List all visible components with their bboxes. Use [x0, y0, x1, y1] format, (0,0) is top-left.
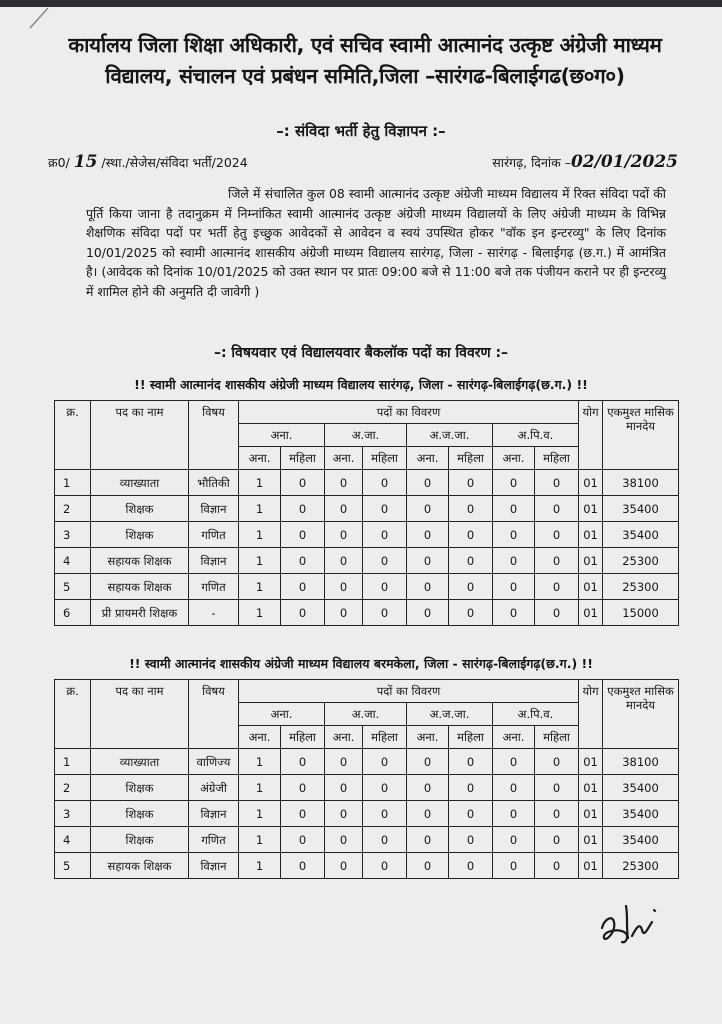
female-header: महिला	[535, 726, 579, 749]
col-details-header: पदों का विवरण	[239, 680, 579, 703]
cell-post: सहायक शिक्षक	[91, 853, 189, 879]
cell-subject: भौतिकी	[189, 470, 239, 496]
table-row	[55, 574, 679, 600]
cell-count: 0	[493, 496, 535, 522]
posts-table-2	[54, 679, 679, 879]
cell-count: 1	[239, 775, 281, 801]
cell-subject: विज्ञान	[189, 496, 239, 522]
table-row	[55, 548, 679, 574]
cell-count: 0	[535, 470, 579, 496]
signature	[596, 898, 666, 950]
cell-count: 0	[281, 522, 325, 548]
cell-total: 01	[579, 775, 603, 801]
cell-count: 0	[325, 522, 363, 548]
cell-count: 0	[325, 749, 363, 775]
table-row	[55, 600, 679, 626]
cell-count: 0	[407, 574, 449, 600]
cell-total: 01	[579, 827, 603, 853]
general-header: अना.	[239, 726, 281, 749]
reference-prefix: क्र0/	[48, 155, 70, 170]
cell-count: 0	[449, 827, 493, 853]
group-header: अना.	[239, 703, 325, 726]
cell-total: 01	[579, 522, 603, 548]
table-row	[55, 775, 679, 801]
cell-count: 0	[535, 749, 579, 775]
cell-count: 0	[325, 801, 363, 827]
header-row	[55, 680, 679, 703]
cell-post: शिक्षक	[91, 775, 189, 801]
cell-post: सहायक शिक्षक	[91, 548, 189, 574]
cell-count: 0	[407, 522, 449, 548]
cell-count: 0	[449, 749, 493, 775]
cell-salary: 25300	[603, 548, 679, 574]
female-header: महिला	[281, 447, 325, 470]
handwritten-date: 02/01/2025	[570, 152, 678, 172]
cell-count: 0	[493, 548, 535, 574]
cell-count: 0	[363, 827, 407, 853]
cell-count: 1	[239, 827, 281, 853]
cell-post: शिक्षक	[91, 827, 189, 853]
cell-count: 0	[535, 522, 579, 548]
cell-count: 0	[407, 470, 449, 496]
cell-count: 0	[449, 801, 493, 827]
cell-count: 0	[535, 600, 579, 626]
cell-count: 1	[239, 600, 281, 626]
cell-count: 0	[325, 853, 363, 879]
cell-count: 0	[493, 775, 535, 801]
cell-count: 0	[281, 801, 325, 827]
col-subject-header: विषय	[189, 401, 239, 470]
group-header: अ.ज.जा.	[407, 424, 493, 447]
cell-count: 0	[535, 801, 579, 827]
table-row	[55, 496, 679, 522]
cell-count: 0	[281, 548, 325, 574]
cell-count: 0	[449, 853, 493, 879]
cell-count: 0	[407, 548, 449, 574]
place-date-label: सारंगढ़, दिनांक –	[492, 155, 571, 170]
cell-salary: 38100	[603, 470, 679, 496]
cell-count: 0	[281, 470, 325, 496]
cell-count: 0	[535, 827, 579, 853]
cell-subject: विज्ञान	[189, 801, 239, 827]
cell-count: 0	[325, 600, 363, 626]
cell-subject: वाणिज्य	[189, 749, 239, 775]
cell-sno: 2	[55, 496, 91, 522]
cell-sno: 1	[55, 749, 91, 775]
cell-count: 0	[363, 600, 407, 626]
cell-count: 0	[535, 548, 579, 574]
cell-count: 0	[281, 775, 325, 801]
cell-count: 0	[281, 574, 325, 600]
cell-total: 01	[579, 574, 603, 600]
cell-count: 0	[493, 470, 535, 496]
cell-post: शिक्षक	[91, 801, 189, 827]
reference-handwritten-number: 15	[73, 152, 98, 172]
office-header	[30, 30, 700, 92]
cell-total: 01	[579, 853, 603, 879]
cell-count: 0	[363, 775, 407, 801]
body-paragraph: जिले में संचालित कुल 08 स्वामी आत्मानंद उत्कृष्ट अंग्रेजी माध्यम विद्यालय में रिक्त संविदा पदों की पूर्ति किया जाना है तदानुक्रम में निम्नांकित स्वामी आत्मानंद उत्कृष्ट अंग्रेजी माध्यम विद्यालयों के लिए अंग्रेजी माध्यम के विभिन्न शैक्षणिक संविदा पदों पर भर्ती हेतु इच्छुक आवेदकों से आवेदन व स्वयं उपस्थित होकर "वॉक इन इन्टरव्यु" के लिए दिनांक 10/01/2025 को स्वामी आत्मानंद शासकीय अंग्रेजी माध्यम विद्यालय सारंगढ़, जिला - सारंगढ़ - बिलाईगढ़ (छ.ग.) में आमंत्रित है। (आवेदक को दिनांक 10/01/2025 को उक्त स्थान पर प्रातः 09:00 बजे से 11:00 बजे तक पंजीयन कराने पर ही इन्टरव्यु में शामिल होने की अनुमति दी जावेगी )	[86, 186, 666, 299]
cell-count: 0	[325, 574, 363, 600]
group-header: अ.जा.	[325, 703, 407, 726]
posts-table-1	[54, 400, 679, 626]
cell-count: 0	[281, 827, 325, 853]
cell-count: 0	[363, 853, 407, 879]
cell-subject: गणित	[189, 574, 239, 600]
group-header: अ.ज.जा.	[407, 703, 493, 726]
table-row	[55, 470, 679, 496]
group-header: अ.पि.व.	[493, 424, 579, 447]
table-row	[55, 801, 679, 827]
cell-post: सहायक शिक्षक	[91, 574, 189, 600]
cell-count: 0	[363, 749, 407, 775]
school-title-2: !! स्वामी आत्मानंद शासकीय अंग्रेजी माध्यम विद्यालय बरमकेला, जिला - सारंगढ़-बिलाईगढ़(छ.ग.) !!	[129, 656, 593, 671]
cell-count: 0	[325, 548, 363, 574]
cell-count: 0	[493, 522, 535, 548]
col-total-header: योग	[579, 680, 603, 749]
cell-salary: 25300	[603, 853, 679, 879]
cell-count: 0	[363, 470, 407, 496]
cell-count: 0	[407, 600, 449, 626]
general-header: अना.	[325, 447, 363, 470]
cell-post: प्री प्रायमरी शिक्षक	[91, 600, 189, 626]
header-line-2: विद्यालय, संचालन एवं प्रबंधन समिति,जिला –सारंगढ-बिलाईगढ(छ०ग०)	[105, 64, 625, 88]
cell-salary: 35400	[603, 775, 679, 801]
cell-total: 01	[579, 470, 603, 496]
cell-sno: 3	[55, 801, 91, 827]
col-salary-header: एकमुश्त मासिक मानदेय	[603, 680, 679, 749]
header-row	[55, 401, 679, 424]
cell-sno: 5	[55, 853, 91, 879]
cell-count: 0	[449, 522, 493, 548]
cell-salary: 35400	[603, 522, 679, 548]
cell-count: 0	[449, 548, 493, 574]
cell-count: 0	[449, 574, 493, 600]
cell-salary: 15000	[603, 600, 679, 626]
col-sno-header: क्र.	[55, 680, 91, 749]
cell-sno: 4	[55, 827, 91, 853]
cell-subject: गणित	[189, 827, 239, 853]
cell-salary: 25300	[603, 574, 679, 600]
cell-count: 0	[363, 548, 407, 574]
table-row	[55, 853, 679, 879]
general-header: अना.	[493, 447, 535, 470]
cell-count: 1	[239, 496, 281, 522]
general-header: अना.	[325, 726, 363, 749]
cell-count: 0	[363, 496, 407, 522]
col-details-header: पदों का विवरण	[239, 401, 579, 424]
cell-count: 0	[493, 801, 535, 827]
cell-subject: -	[189, 600, 239, 626]
cell-count: 0	[363, 574, 407, 600]
col-post-header: पद का नाम	[91, 680, 189, 749]
cell-salary: 38100	[603, 749, 679, 775]
cell-count: 0	[535, 574, 579, 600]
cell-count: 0	[493, 853, 535, 879]
general-header: अना.	[407, 726, 449, 749]
top-bar	[0, 0, 722, 7]
cell-count: 0	[325, 827, 363, 853]
cell-count: 0	[407, 853, 449, 879]
table-row	[55, 827, 679, 853]
cell-count: 0	[493, 827, 535, 853]
cell-count: 1	[239, 801, 281, 827]
cell-subject: अंग्रेजी	[189, 775, 239, 801]
cell-count: 1	[239, 574, 281, 600]
cell-count: 0	[407, 749, 449, 775]
general-header: अना.	[493, 726, 535, 749]
header-line-1: कार्यालय जिला शिक्षा अधिकारी, एवं सचिव स्वामी आत्मानंद उत्कृष्ट अंग्रेजी माध्यम	[68, 33, 662, 57]
cell-count: 0	[535, 853, 579, 879]
section-title: –: विषयवार एवं विद्यालयवार बैकलॉक पदों का विवरण :–	[213, 345, 509, 361]
cell-subject: गणित	[189, 522, 239, 548]
cell-count: 1	[239, 853, 281, 879]
cell-sno: 3	[55, 522, 91, 548]
school-title-1: !! स्वामी आत्मानंद शासकीय अंग्रेजी माध्यम विद्यालय सारंगढ़, जिला - सारंगढ़-बिलाईगढ़(छ.ग.) !!	[134, 377, 588, 392]
cell-count: 0	[281, 853, 325, 879]
col-post-header: पद का नाम	[91, 401, 189, 470]
cell-count: 1	[239, 749, 281, 775]
cell-count: 0	[449, 470, 493, 496]
group-header: अना.	[239, 424, 325, 447]
cell-count: 0	[325, 496, 363, 522]
cell-count: 0	[535, 775, 579, 801]
cell-sno: 6	[55, 600, 91, 626]
col-total-header: योग	[579, 401, 603, 470]
group-header: अ.पि.व.	[493, 703, 579, 726]
advertisement-subject: –: संविदा भर्ती हेतु विज्ञापन :–	[276, 122, 446, 140]
cell-count: 0	[325, 775, 363, 801]
cell-total: 01	[579, 749, 603, 775]
cell-post: व्याख्याता	[91, 470, 189, 496]
cell-count: 0	[407, 775, 449, 801]
col-sno-header: क्र.	[55, 401, 91, 470]
cell-subject: विज्ञान	[189, 853, 239, 879]
cell-count: 0	[363, 801, 407, 827]
cell-sno: 2	[55, 775, 91, 801]
general-header: अना.	[239, 447, 281, 470]
female-header: महिला	[363, 726, 407, 749]
cell-count: 0	[281, 749, 325, 775]
col-salary-header: एकमुश्त मासिक मानदेय	[603, 401, 679, 470]
cell-count: 0	[493, 749, 535, 775]
reference-number	[48, 152, 248, 172]
col-subject-header: विषय	[189, 680, 239, 749]
cell-sno: 4	[55, 548, 91, 574]
reference-path: /स्था./सेजेस/संविदा भर्ती/2024	[101, 155, 248, 170]
place-date	[492, 152, 678, 172]
cell-count: 0	[407, 801, 449, 827]
cell-count: 0	[449, 600, 493, 626]
female-header: महिला	[281, 726, 325, 749]
cell-count: 0	[493, 574, 535, 600]
cell-count: 0	[449, 496, 493, 522]
cell-sno: 1	[55, 470, 91, 496]
corner-mark	[28, 6, 54, 30]
cell-count: 0	[535, 496, 579, 522]
cell-post: शिक्षक	[91, 496, 189, 522]
cell-post: शिक्षक	[91, 522, 189, 548]
female-header: महिला	[449, 726, 493, 749]
cell-count: 0	[325, 470, 363, 496]
general-header: अना.	[407, 447, 449, 470]
cell-count: 0	[493, 600, 535, 626]
table-row	[55, 749, 679, 775]
female-header: महिला	[363, 447, 407, 470]
cell-count: 0	[407, 496, 449, 522]
cell-salary: 35400	[603, 801, 679, 827]
cell-total: 01	[579, 548, 603, 574]
table-row	[55, 522, 679, 548]
cell-total: 01	[579, 600, 603, 626]
cell-count: 0	[449, 775, 493, 801]
cell-count: 0	[281, 496, 325, 522]
cell-total: 01	[579, 801, 603, 827]
cell-post: व्याख्याता	[91, 749, 189, 775]
group-header: अ.जा.	[325, 424, 407, 447]
cell-count: 0	[363, 522, 407, 548]
female-header: महिला	[535, 447, 579, 470]
cell-count: 1	[239, 522, 281, 548]
cell-count: 0	[407, 827, 449, 853]
female-header: महिला	[449, 447, 493, 470]
cell-salary: 35400	[603, 496, 679, 522]
cell-total: 01	[579, 496, 603, 522]
cell-count: 1	[239, 548, 281, 574]
cell-count: 0	[281, 600, 325, 626]
cell-salary: 35400	[603, 827, 679, 853]
cell-sno: 5	[55, 574, 91, 600]
cell-count: 1	[239, 470, 281, 496]
cell-subject: विज्ञान	[189, 548, 239, 574]
